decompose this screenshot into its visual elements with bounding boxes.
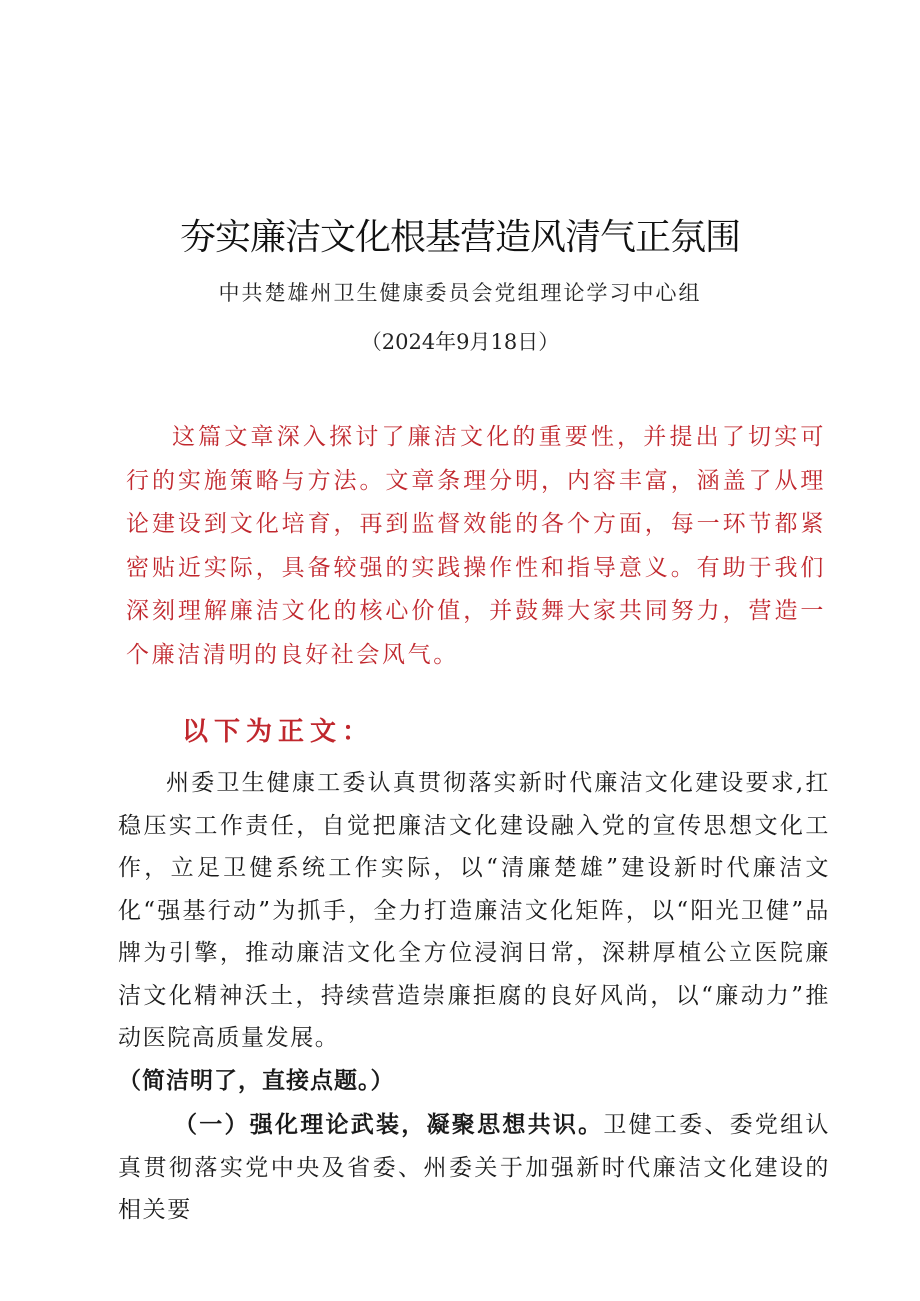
- document-title: 夯实廉洁文化根基营造风清气正氛围: [179, 217, 740, 258]
- document-date: （2024年9月18日）: [360, 330, 560, 354]
- paragraph-2-text: 卫健工委、委党组认真贯彻落实党中央及省委、州委关于加强新时代廉洁文化建设的相关要: [118, 1112, 831, 1223]
- paragraph-2: [118, 1104, 830, 1232]
- abstract-text: 这篇文章深入探讨了廉洁文化的重要性，并提出了切实可行的实施策略与方法。文章条理分明，内容丰富，涵盖了从理论建设到文化培育，再到监督效能的各个方面，每一环节都紧密贴近实际，具备较强的实践操作性和指导意义。有助于我们深刻理解廉洁文化的核心价值，并鼓舞大家共同努力，营造一个廉洁清明的良好社会风气。: [126, 424, 826, 668]
- document-subtitle: 中共楚雄州卫生健康委员会党组理论学习中心组: [218, 281, 702, 305]
- abstract-block: [126, 416, 826, 677]
- paragraph-2-lead: （一）强化理论武装，凝聚思想共识。: [174, 1111, 604, 1138]
- section-heading: 以下为正文：: [182, 717, 375, 747]
- body-text: [118, 762, 830, 1232]
- paragraph-1: 州委卫生健康工委认真贯彻落实新时代廉洁文化建设要求,扛稳压实工作责任，自觉把廉洁文化建设融入党的宣传思想文化工作，立足卫健系统工作实际，以“清廉楚雄”建设新时代廉洁文化“强基行动”为抓手，全力打造廉洁文化矩阵，以“阳光卫健”品牌为引擎，推动廉洁文化全方位浸润日常，深耕厚植公立医院廉洁文化精神沃土，持续营造崇廉拒腐的良好风尚，以“廉动力”推动医院高质量发展。: [118, 770, 830, 1051]
- editor-note: （简洁明了，直接点题。）: [118, 1066, 395, 1094]
